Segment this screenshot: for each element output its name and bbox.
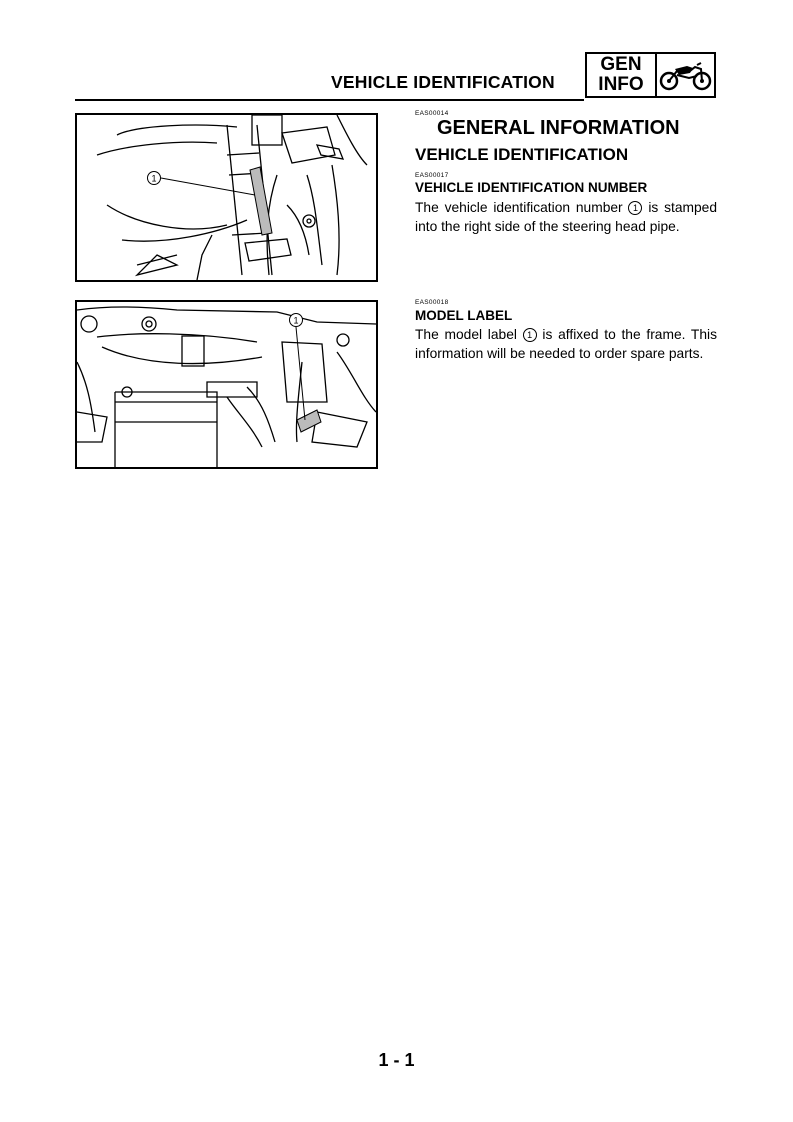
header-rule [75, 99, 584, 101]
badge-text [587, 54, 657, 96]
figure-1-callout: 1 [151, 173, 157, 184]
badge-line-2: INFO [598, 74, 644, 95]
model-label-paragraph [415, 325, 717, 363]
figure-model-label [75, 300, 378, 469]
figure-2-callout: 1 [293, 315, 299, 326]
section-title: GENERAL INFORMATION [437, 117, 680, 139]
vin-callout: 1 [628, 201, 642, 215]
model-label-text-after: is affixed to the frame. This information will be needed to order spare parts. [415, 327, 717, 361]
model-label-code: EAS00018 [415, 299, 449, 306]
vin-paragraph [415, 198, 717, 236]
motorcycle-icon [657, 56, 714, 94]
model-label-callout: 1 [523, 328, 537, 342]
model-label-text-before: The model label [415, 327, 517, 342]
model-label-heading: MODEL LABEL [415, 308, 513, 323]
running-header-title: VEHICLE IDENTIFICATION [331, 72, 555, 92]
vin-heading: VEHICLE IDENTIFICATION NUMBER [415, 180, 648, 195]
page-number: 1 - 1 [378, 1050, 415, 1070]
section-code: EAS00014 [415, 110, 449, 117]
figure-steering-head [75, 113, 378, 282]
badge-line-1: GEN [600, 54, 642, 75]
model-label-illustration [77, 302, 376, 467]
section-badge [585, 52, 716, 98]
vin-text-after: is stamped into the right side of the steering head pipe. [415, 200, 718, 234]
vin-text-before: The vehicle identification number [415, 200, 623, 215]
vin-code: EAS00017 [415, 172, 449, 179]
steering-head-illustration [77, 115, 376, 280]
section-subtitle: VEHICLE IDENTIFICATION [415, 145, 629, 164]
